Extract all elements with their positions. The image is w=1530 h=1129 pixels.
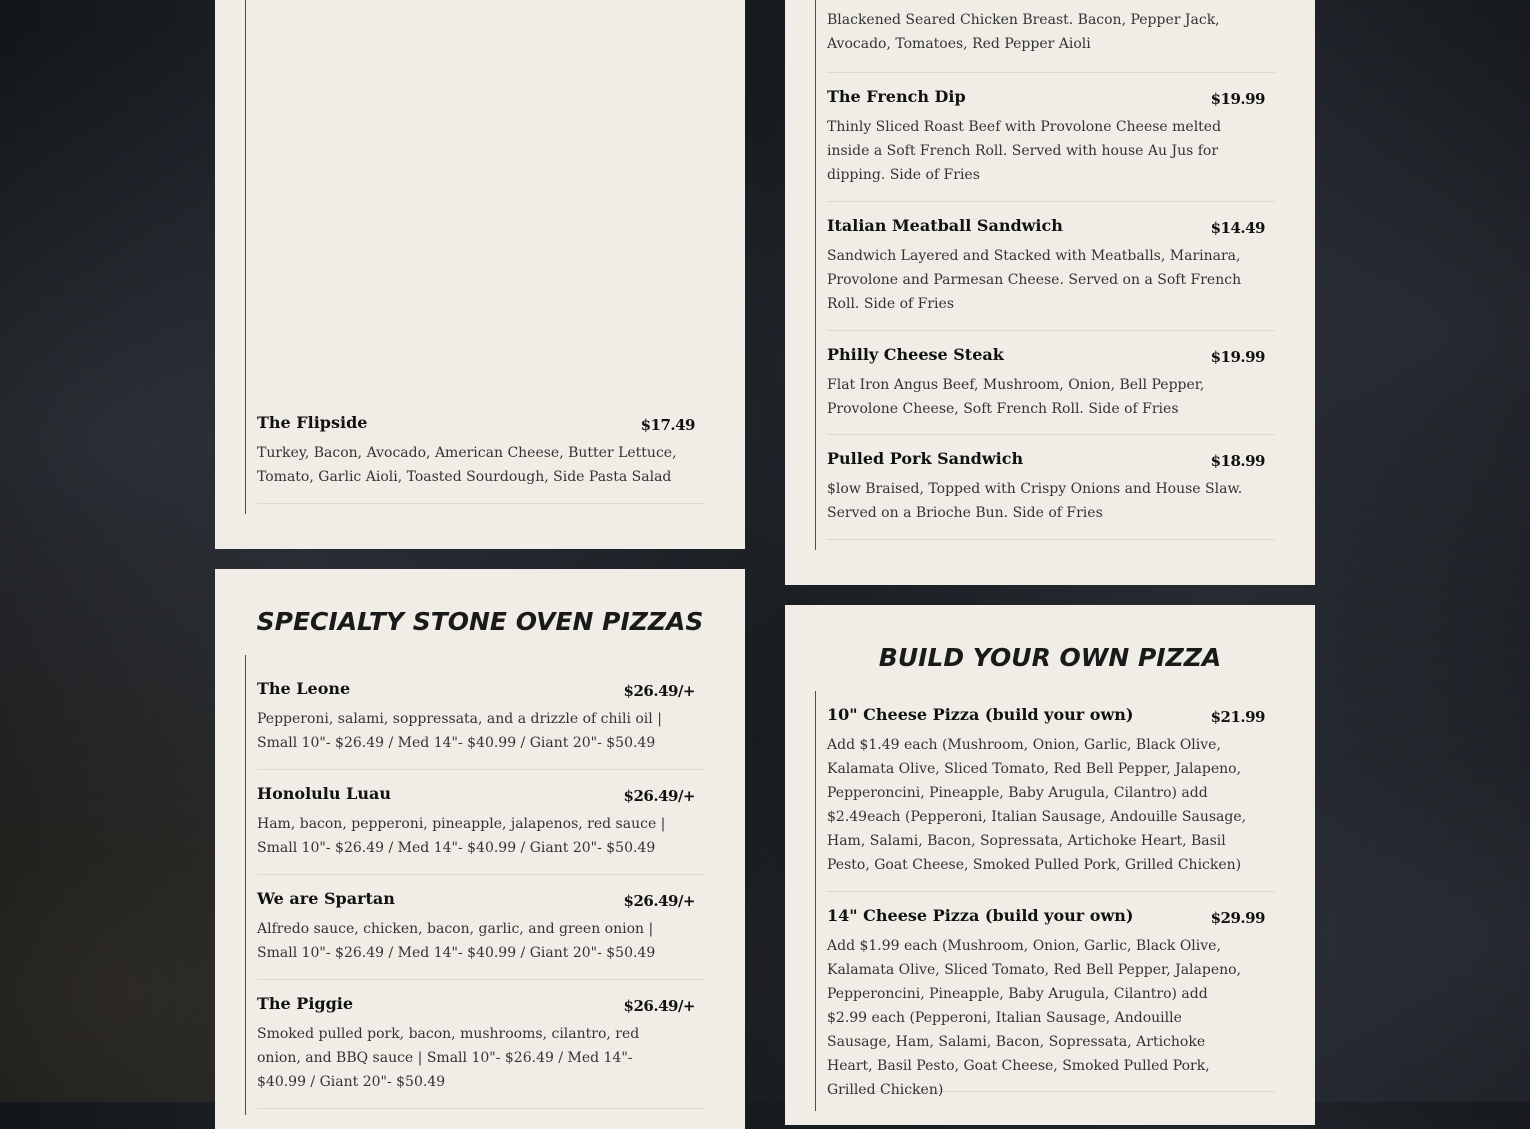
item-description: Sandwich Layered and Stacked with Meatballs, Marinara, Provolone and Parmesan Cheese. Served on a Soft French Roll. Side of Fries <box>827 248 1242 312</box>
item-price: $26.49/+ <box>623 892 695 910</box>
item-description: Add $1.49 each (Mushroom, Onion, Garlic, Black Olive, Kalamata Olive, Sliced Tomato, Red Bell Pepper, Jalapeno, Pepperoncini, Pineapple, Baby Arugula, Cilantro) add $2.49each (Pepperoni, Italian Sausage, Andouille Sausage, Ham, Salami, Bacon, Sopressata, Artichoke Heart, Basil Pesto, Goat Cheese, Smoked Pulled Pork, Grilled Chicken) <box>827 737 1247 873</box>
item-name: 10" Cheese Pizza (build your own) <box>827 705 1134 724</box>
item-name: We are Spartan <box>257 889 395 908</box>
menu-item <box>827 705 1275 892</box>
menu-item <box>257 413 705 504</box>
item-price: $14.49 <box>1210 219 1265 237</box>
menu-item <box>827 216 1275 331</box>
menu-item <box>257 679 705 770</box>
menu-items-list <box>815 0 1275 550</box>
item-name: The Flipside <box>257 413 368 432</box>
item-price: $26.49/+ <box>623 787 695 805</box>
menu-items-list <box>815 691 1275 1111</box>
menu-item <box>827 0 1275 73</box>
item-name: Philly Cheese Steak <box>827 345 1004 364</box>
item-description: Thinly Sliced Roast Beef with Provolone Cheese melted inside a Soft French Roll. Served with house Au Jus for dipping. Side of Fries <box>827 119 1222 183</box>
menu-item <box>827 87 1275 202</box>
item-description: Add $1.99 each (Mushroom, Onion, Garlic, Black Olive, Kalamata Olive, Sliced Tomato, Red Bell Pepper, Jalapeno, Pepperoncini, Pineapple, Baby Arugula, Cilantro) add $2.99 each (Pepperoni, Italian Sausage, Andouille Sausage, Ham, Salami, Bacon, Sopressata, Artichoke Heart, Basil Pesto, Goat Cheese, Smoked Pulled Pork, Grilled Chicken) <box>827 938 1242 1098</box>
item-description: Ham, bacon, pepperoni, pineapple, jalapenos, red sauce | Small 10"- $26.49 / Med 14"- $40.99 / Giant 20"- $50.49 <box>257 816 666 856</box>
item-name: The French Dip <box>827 87 966 106</box>
item-price: $19.99 <box>1210 348 1265 366</box>
item-price: $29.99 <box>1210 909 1265 927</box>
item-price: $17.49 <box>640 416 695 434</box>
menu-items-list <box>245 0 705 514</box>
menu-item <box>257 889 705 980</box>
section-title: SPECIALTY STONE OVEN PIZZAS <box>256 607 704 636</box>
menu-item <box>827 906 1275 1098</box>
item-price: $18.99 <box>1210 452 1265 470</box>
menu-item <box>257 784 705 875</box>
item-price: $19.99 <box>1210 90 1265 108</box>
item-name: The Leone <box>257 679 351 698</box>
menu-panel-sandwiches-left <box>215 0 745 549</box>
menu-item <box>827 449 1275 540</box>
item-description: Turkey, Bacon, Avocado, American Cheese, Butter Lettuce, Tomato, Garlic Aioli, Toasted Sourdough, Side Pasta Salad <box>257 445 677 485</box>
item-name: Pulled Pork Sandwich <box>827 449 1024 468</box>
item-price: $26.49/+ <box>623 682 695 700</box>
item-description: Flat Iron Angus Beef, Mushroom, Onion, Bell Pepper, Provolone Cheese, Soft French Roll. Side of Fries <box>827 377 1205 417</box>
item-description: Smoked pulled pork, bacon, mushrooms, cilantro, red onion, and BBQ sauce | Small 10"- $26.49 / Med 14"- $40.99 / Giant 20"- $50.49 <box>257 1026 640 1090</box>
item-name: The Piggie <box>257 994 354 1013</box>
menu-items-list <box>245 655 705 1115</box>
item-description: Blackened Seared Chicken Breast. Bacon, Pepper Jack, Avocado, Tomatoes, Red Pepper Aioli <box>827 12 1220 52</box>
item-name: Italian Meatball Sandwich <box>827 216 1063 235</box>
menu-item <box>827 345 1275 435</box>
item-name: 14" Cheese Pizza (build your own) <box>827 906 1134 925</box>
item-price: $21.99 <box>1210 708 1265 726</box>
item-description: Pepperoni, salami, soppressata, and a drizzle of chili oil | Small 10"- $26.49 / Med 14"- $40.99 / Giant 20"- $50.49 <box>257 711 662 751</box>
menu-panel-specialty-pizzas <box>215 569 745 1129</box>
menu-item <box>257 994 705 1109</box>
item-description: Alfredo sauce, chicken, bacon, garlic, and green onion | Small 10"- $26.49 / Med 14"- $40.99 / Giant 20"- $50.49 <box>257 921 656 961</box>
section-title: BUILD YOUR OWN PIZZA <box>878 643 1222 672</box>
item-description: $low Braised, Topped with Crispy Onions and House Slaw. Served on a Brioche Bun. Side of Fries <box>827 481 1243 521</box>
menu-panel-sandwiches-right <box>785 0 1315 585</box>
item-name: Honolulu Luau <box>257 784 391 803</box>
menu-panel-build-your-own-pizza <box>785 605 1315 1125</box>
item-price: $26.49/+ <box>623 997 695 1015</box>
